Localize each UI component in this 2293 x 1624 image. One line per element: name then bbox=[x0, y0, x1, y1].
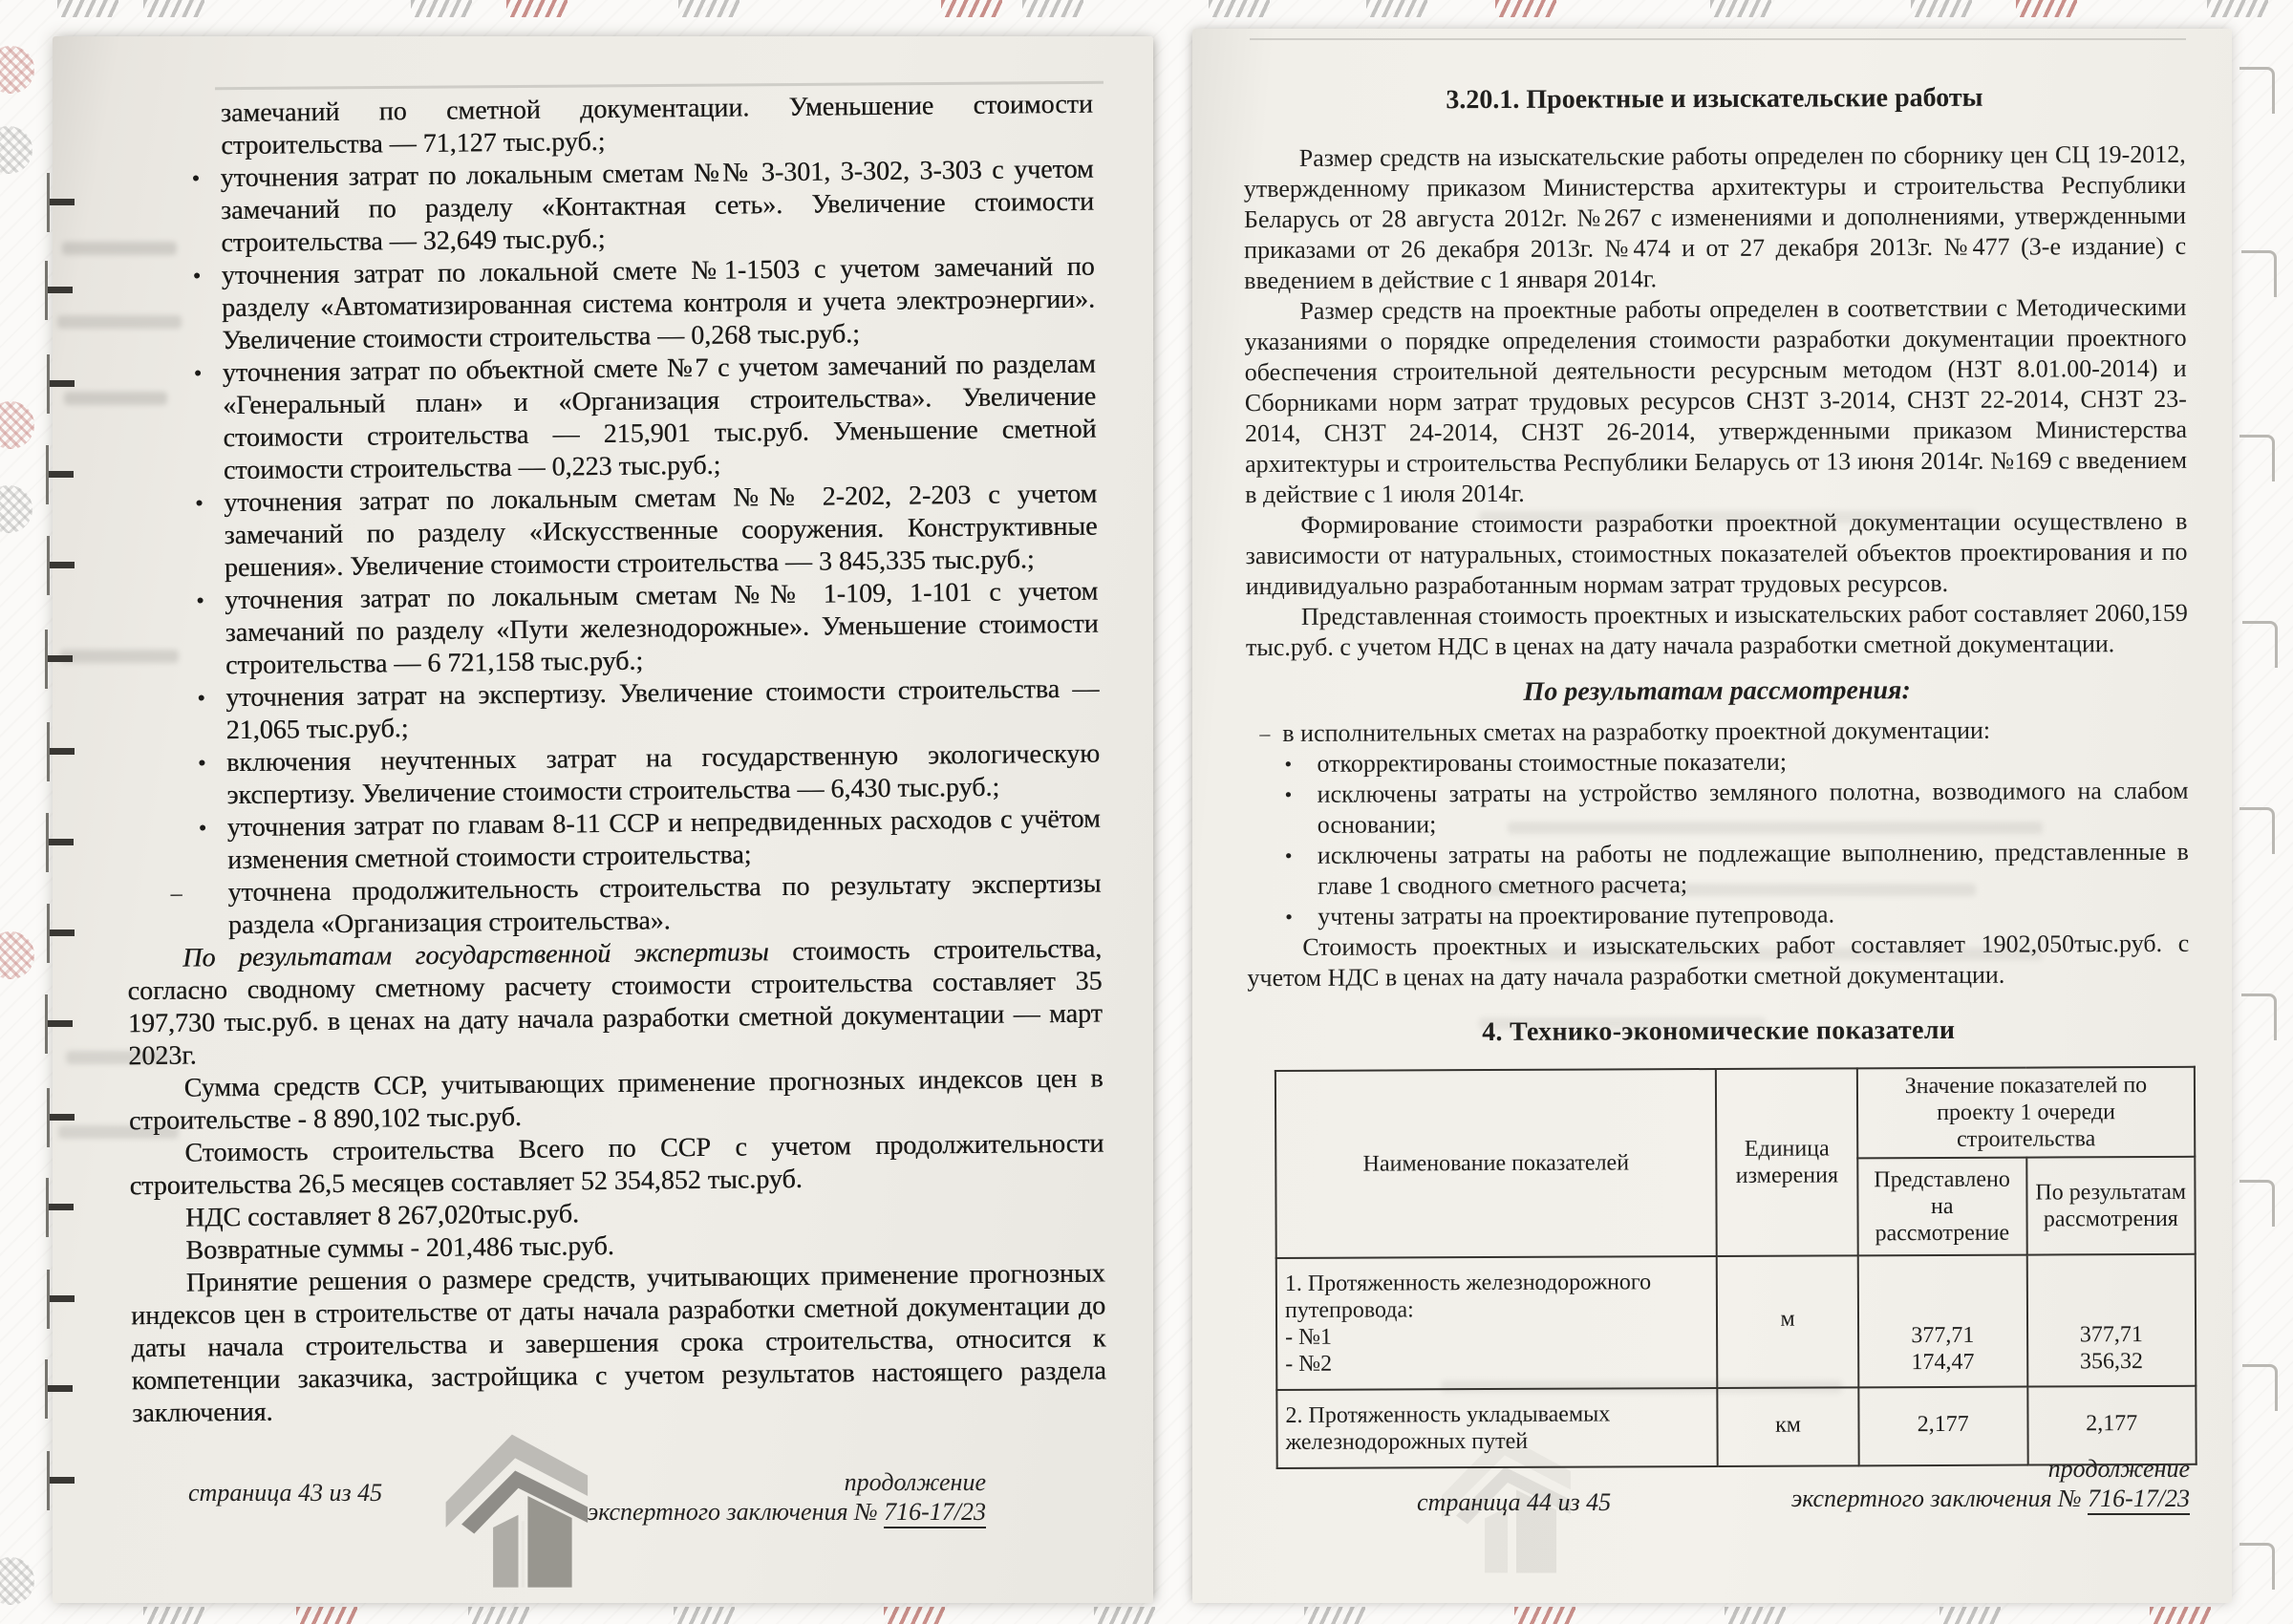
table-header-row bbox=[1275, 1067, 2195, 1161]
binding-mark bbox=[50, 1114, 75, 1121]
edge-hatch-decoration bbox=[1094, 1607, 1155, 1624]
list-item-text: в исполнительных сметах на разработку проектной документации: bbox=[1282, 716, 1991, 747]
bullet-marker: • bbox=[195, 491, 204, 517]
indicator-name-cell bbox=[1276, 1256, 1718, 1390]
edge-hatch-decoration bbox=[1710, 0, 1771, 17]
submitted-value: 174,47 bbox=[1911, 1349, 1975, 1376]
page-curl-mark bbox=[2242, 1364, 2278, 1411]
edge-hatch-decoration bbox=[1304, 1607, 1365, 1624]
page-curl-mark bbox=[2241, 994, 2277, 1040]
list-item-text: уточнения затрат по локальной смете №1-1503 с учетом замечаний по разделу «Автоматизированная система контроля и учета электроэнергии». Увеличение стоимости строительства — 0,268 тыс.руб.; bbox=[221, 251, 1096, 356]
bullet-marker: • bbox=[1284, 781, 1293, 806]
continuation-line2 bbox=[588, 1497, 986, 1527]
list-item bbox=[195, 479, 1098, 586]
edge-hatch-decoration bbox=[678, 0, 739, 17]
list-item-text: уточнения затрат по локальным сметам №№ 1-109, 1-101 с учетом замечаний по разделу «Пути железнодорожные». Уменьшение стоимости строительства — 6 721,158 тыс.руб.; bbox=[225, 576, 1099, 681]
binding-mark bbox=[48, 655, 73, 662]
list-item bbox=[170, 868, 1102, 943]
binding-mark bbox=[50, 1477, 75, 1484]
continuation-line2-text: экспертного заключения № bbox=[1790, 1485, 2089, 1512]
binding-mark bbox=[48, 287, 73, 293]
edge-stamp-decoration bbox=[0, 485, 32, 533]
list-item-text: уточнения затрат по локальным сметам №№ 3-301, 3-302, 3-303 с учетом замечаний по разделу «Контактная сеть». Увеличение стоимости строительства — 32,649 тыс.руб.; bbox=[220, 154, 1095, 259]
page-curl-mark bbox=[2239, 435, 2275, 481]
indicator-subitem: - №2 bbox=[1285, 1351, 1333, 1377]
edge-hatch-decoration bbox=[296, 1607, 357, 1624]
edge-hatch-decoration bbox=[2016, 0, 2077, 17]
paragraph-design-costs: Размер средств на проектные работы определен в соответствии с Методическими указаниями о порядке определения стоимости разработки документации проектного обеспечения строительной деятельности ресурсным методом (НЗТ 8.01.00-2014) и Сборниками норм затрат трудовых ресурсов СНЗТ 3-2014, СНЗТ 22-2014, СНЗТ 23-2014, СНЗТ 24-2014, СНЗТ 26-2014, утвержденными приказом Министерства архитектуры и строительства Республики Беларусь от 13 июня 2014г. №169 с введением в действие с 1 июля 2014г. bbox=[1244, 292, 2188, 509]
continuation-line1: продолжение bbox=[2047, 1455, 2190, 1483]
review-results-subheading: По результатам рассмотрения: bbox=[1523, 675, 1911, 707]
bullet-marker: • bbox=[192, 264, 202, 289]
list-item bbox=[193, 251, 1096, 358]
continuation-note bbox=[1791, 1454, 2190, 1513]
bullet-marker: • bbox=[193, 361, 203, 387]
edge-stamp-decoration bbox=[0, 46, 34, 94]
edge-stamp-decoration bbox=[0, 126, 32, 174]
edge-hatch-decoration bbox=[1911, 0, 1972, 17]
technical-indicators-table bbox=[1275, 1066, 2197, 1469]
table-row bbox=[1276, 1254, 2197, 1390]
column-header-group: Значение показателей по проекту 1 очереди строительства bbox=[1857, 1067, 2195, 1159]
page-number-label: страница 44 из 45 bbox=[1417, 1488, 1612, 1516]
list-item bbox=[191, 154, 1094, 261]
left-page-scan bbox=[53, 36, 1153, 1603]
page-curl-mark bbox=[2239, 67, 2275, 114]
paragraph-survey-costs: Размер средств на изыскательские работы определен по сборнику цен СЦ 19-2012, утвержденному приказом Министерства архитектуры и строительства Республики Беларусь от 28 августа 2012г. №267 с изменениями и дополнениями, утвержденными приказами от 26 декабря 2013г. №474 и от 27 декабря 2013г. №477 (3-е издание) с введением в действие с 1 января 2014г. bbox=[1243, 139, 2187, 295]
continuation-paragraph: замечаний по сметной документации. Уменьшение стоимости строительства — 71,127 тыс.руб.; bbox=[220, 89, 1094, 161]
right-page-scan bbox=[1192, 29, 2232, 1603]
list-item-text: уточнения затрат по объектной смете №7 с учетом замечаний по разделам «Генеральный план» и «Организация строительства». Увеличение стоимости строительства — 215,901 тыс.руб. Уменьшение сметной стоимости строительства — 0,223 тыс.руб.; bbox=[222, 349, 1097, 486]
list-item bbox=[196, 576, 1099, 683]
edge-hatch-decoration bbox=[2150, 1607, 2211, 1624]
paragraph-vat: НДС составляет 8 267,020тыс.руб. bbox=[184, 1199, 580, 1233]
edge-hatch-decoration bbox=[884, 1607, 945, 1624]
expertise-rest: стоимость строительства, согласно сводному сметному расчету стоимости строительства составляет 35 197,730 тыс.руб. в ценах на дату начала разработки сметной документации — март 2023г. bbox=[127, 933, 1104, 1072]
list-item bbox=[1285, 837, 2189, 902]
bullet-marker: • bbox=[1284, 843, 1293, 867]
bullet-marker: • bbox=[1285, 904, 1293, 929]
list-item bbox=[1285, 776, 2189, 841]
submitted-values-cell: 2,177 bbox=[1858, 1387, 2027, 1466]
list-item-text: уточнения затрат по главам 8-11 ССР и непредвиденных расходов с учётом изменения сметной стоимости строительства; bbox=[226, 803, 1101, 876]
edge-hatch-decoration bbox=[674, 1607, 735, 1624]
indicator-name-cell: 2. Протяженность укладываемых железнодорожных путей bbox=[1276, 1388, 1717, 1468]
binding-mark bbox=[48, 1385, 73, 1392]
indicator-name: 1. Протяженность железнодорожного путепровода: bbox=[1284, 1270, 1652, 1323]
list-item bbox=[1259, 715, 2188, 749]
edge-hatch-decoration bbox=[1022, 0, 1083, 17]
paragraph-final-cost: Стоимость проектных и изыскательских работ составляет 1902,050тыс.руб. с учетом НДС в ценах на дату начала разработки сметной документации. bbox=[1247, 929, 2190, 993]
list-item bbox=[1284, 745, 2188, 780]
edge-hatch-decoration bbox=[143, 0, 204, 17]
edge-hatch-decoration bbox=[57, 0, 118, 17]
paragraph-ssr-sum: Сумма средств ССР, учитывающих применение прогнозных индексов цен в строительстве - 8 890,102 тыс.руб. bbox=[128, 1063, 1104, 1137]
list-item-text: уточнена продолжительность строительства по результату экспертизы раздела «Организация строительства». bbox=[227, 868, 1102, 941]
bullet-marker: • bbox=[197, 686, 205, 712]
binding-mark bbox=[50, 748, 75, 755]
binding-mark bbox=[50, 199, 75, 205]
list-item-text: исключены затраты на работы не подлежащие выполнению, представленные в главе 1 сводного сметного расчета; bbox=[1317, 837, 2189, 900]
page-curl-mark bbox=[2242, 621, 2278, 668]
bullet-marker: • bbox=[191, 166, 201, 192]
right-page-content bbox=[1189, 27, 2236, 1606]
edge-hatch-decoration bbox=[506, 0, 568, 17]
section-heading: 3.20.1. Проектные и изыскательские работы bbox=[1446, 82, 1983, 116]
edge-stamp-decoration bbox=[0, 931, 34, 979]
binding-mark bbox=[48, 1020, 73, 1027]
unit-cell: м bbox=[1717, 1255, 1859, 1388]
list-item-text: откорректированы стоимостные показатели; bbox=[1317, 747, 1788, 778]
expertise-lead: По результатам государственной экспертизы bbox=[182, 937, 769, 973]
edge-hatch-decoration bbox=[1495, 0, 1556, 17]
page-curl-mark bbox=[2241, 250, 2277, 297]
submitted-values-cell bbox=[1858, 1255, 2027, 1388]
edge-hatch-decoration bbox=[143, 1607, 204, 1624]
list-item bbox=[1285, 898, 2189, 932]
paragraph-cost-formation: Формирование стоимости разработки проектной документации осуществлено в зависимости от натуральных, стоимостных показателей объектов проектирования и по индивидуально разработанным нормам затрат трудовых ресурсов. bbox=[1245, 506, 2188, 601]
list-item-text: учтены затраты на проектирование путепровода. bbox=[1318, 900, 1835, 930]
binding-mark bbox=[49, 471, 74, 478]
binding-mark bbox=[49, 1204, 74, 1210]
page-curl-mark bbox=[2239, 1543, 2275, 1590]
list-item-text: включения неучтенных затрат на государственную экологическую экспертизу. Увеличение стоимости строительства — 6,430 тыс.руб.; bbox=[225, 738, 1101, 811]
binding-mark bbox=[50, 930, 75, 936]
dash-marker: – bbox=[170, 881, 182, 907]
list-item bbox=[194, 349, 1097, 488]
list-item bbox=[198, 738, 1101, 813]
column-header-submitted: Представлено на рассмотрение bbox=[1857, 1158, 2026, 1256]
bullet-marker: • bbox=[197, 751, 206, 777]
paragraph-total-cost: Стоимость строительства Всего по ССР с учетом продолжительности строительства 26,5 месяцев составляет 52 354,852 тыс.руб. bbox=[129, 1128, 1104, 1202]
expertise-result-paragraph bbox=[127, 933, 1103, 1074]
binding-mark bbox=[50, 562, 75, 568]
result-values-cell bbox=[2026, 1254, 2196, 1387]
binding-mark bbox=[49, 839, 74, 845]
indicators-heading: 4. Технико-экономические показатели bbox=[1482, 1015, 1956, 1048]
result-values-cell: 2,177 bbox=[2027, 1386, 2197, 1465]
bullet-marker: • bbox=[196, 588, 204, 614]
paragraph-decision: Принятие решения о размере средств, учитывающих применение прогнозных индексов цен в строительстве от даты начала разработки сметной документации до даты начала строительства и завершения срока строительства, относится к компетенции заказчика, застройщика с учетом результатов настоящего раздела заключения. bbox=[130, 1258, 1106, 1429]
edge-stamp-decoration bbox=[0, 401, 34, 449]
unit-cell: км bbox=[1717, 1387, 1858, 1466]
edge-hatch-decoration bbox=[411, 0, 472, 17]
page-number-label: страница 43 из 45 bbox=[188, 1479, 383, 1506]
column-header-result: По результатам рассмотрения bbox=[2026, 1157, 2196, 1255]
edge-stamp-decoration bbox=[0, 1557, 34, 1605]
continuation-note bbox=[588, 1467, 986, 1527]
continuation-line1: продолжение bbox=[844, 1468, 986, 1496]
submitted-value: 377,71 bbox=[1911, 1322, 1975, 1349]
paragraph-return-sums: Возвратные суммы - 201,486 тыс.руб. bbox=[185, 1230, 614, 1266]
edge-hatch-decoration bbox=[941, 0, 1002, 17]
binding-mark bbox=[50, 380, 75, 387]
edge-hatch-decoration bbox=[1939, 1607, 2001, 1624]
continuation-line2 bbox=[1791, 1484, 2190, 1513]
paragraph-submitted-cost: Представленная стоимость проектных и изыскательских работ составляет 2060,159 тыс.руб. с учетом НДС в ценах на дату начала разработки сметной документации. bbox=[1245, 598, 2188, 662]
dash-marker: – bbox=[1259, 721, 1271, 746]
list-item-text: исключены затраты на устройство земляного полотна, возводимого на слабом основании; bbox=[1317, 776, 2189, 839]
column-header-name: Наименование показателей bbox=[1275, 1069, 1717, 1258]
edge-hatch-decoration bbox=[1514, 1607, 1575, 1624]
left-page-content bbox=[46, 31, 1163, 1609]
indicator-subitem: - №1 bbox=[1285, 1324, 1333, 1350]
binding-mark bbox=[50, 1295, 75, 1302]
edge-hatch-decoration bbox=[1725, 1607, 1786, 1624]
organization-logo-icon bbox=[439, 1423, 597, 1595]
conclusion-number: 716-17/23 bbox=[884, 1498, 986, 1528]
result-value: 356,32 bbox=[2079, 1349, 2144, 1375]
list-item bbox=[199, 803, 1102, 878]
list-item-text: уточнения затрат по локальным сметам №№ 2-202, 2-203 с учетом замечаний по разделу «Искусственные сооружения. Конструктивные решения». Увеличение стоимости строительства — 3 845,335 тыс.руб.; bbox=[224, 479, 1098, 584]
column-header-unit: Единица измерения bbox=[1716, 1068, 1858, 1256]
list-item bbox=[197, 673, 1100, 748]
list-item-text: уточнения затрат на экспертизу. Увеличение стоимости строительства — 21,065 тыс.руб.; bbox=[225, 673, 1100, 746]
page-curl-mark bbox=[2239, 1180, 2275, 1227]
bullet-marker: • bbox=[1284, 751, 1293, 776]
continuation-line2-text: экспертного заключения № bbox=[587, 1498, 885, 1526]
page-curl-mark bbox=[2239, 807, 2275, 854]
bullet-marker: • bbox=[198, 816, 207, 842]
edge-hatch-decoration bbox=[1366, 0, 1427, 17]
edge-hatch-decoration bbox=[1209, 0, 1270, 17]
conclusion-number: 716-17/23 bbox=[2088, 1485, 2190, 1515]
edge-hatch-decoration bbox=[468, 1607, 529, 1624]
edge-hatch-decoration bbox=[2207, 0, 2268, 17]
result-value: 377,71 bbox=[2079, 1322, 2143, 1348]
